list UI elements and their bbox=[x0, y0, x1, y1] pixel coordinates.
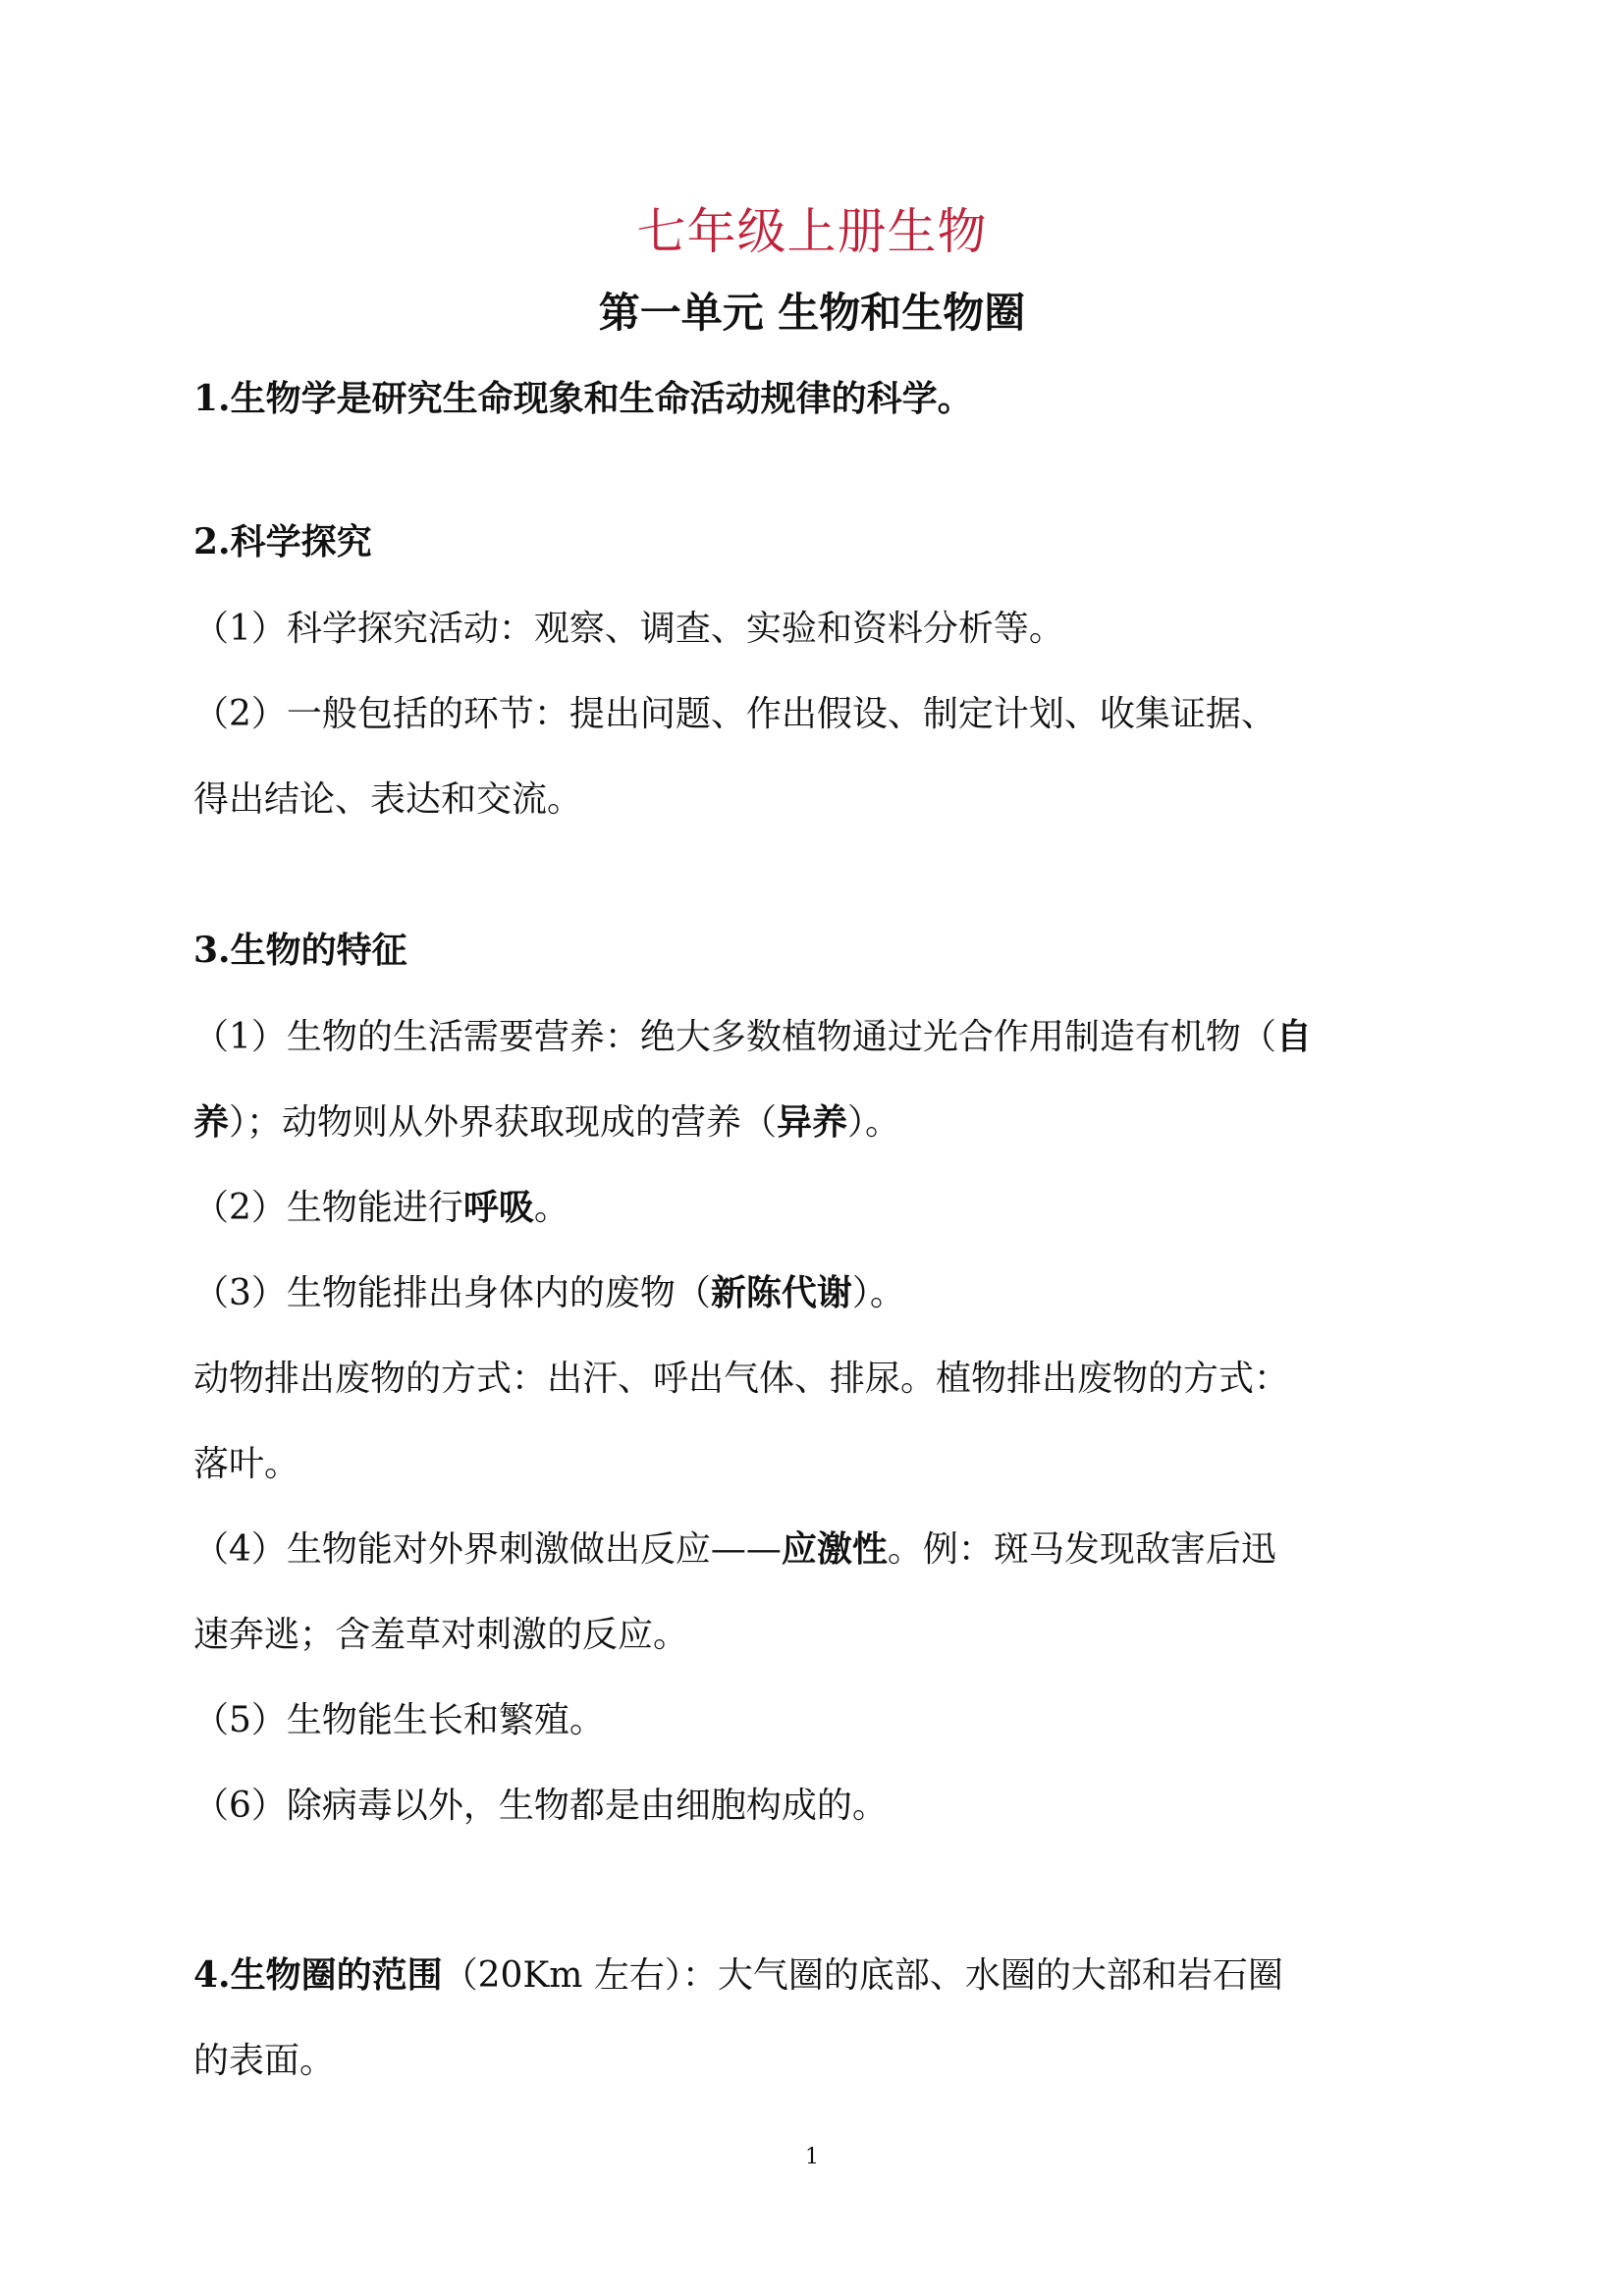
bold-term: 异养 bbox=[777, 1101, 848, 1143]
bold-term: 养 bbox=[193, 1101, 230, 1143]
section-3-item-4-cont: 速奔逃；含羞草对刺激的反应。 bbox=[193, 1615, 689, 1655]
bold-term: 应激性 bbox=[781, 1528, 888, 1570]
section-2-item-2: （2）一般包括的环节：提出问题、作出假设、制定计划、收集证据、 bbox=[193, 694, 1276, 734]
bold-term: 呼吸 bbox=[462, 1187, 534, 1228]
text: （20Km 左右）：大气圈的底部、水圈的大部和岩石圈 bbox=[442, 1955, 1283, 1996]
text: ）；动物则从外界获取现成的营养（ bbox=[229, 1102, 778, 1143]
section-2-item-1: （1）科学探究活动：观察、调查、实验和资料分析等。 bbox=[193, 609, 1064, 649]
section-3-item-2 bbox=[193, 1180, 1440, 1230]
unit-subtitle: 第一单元 生物和生物圈 bbox=[598, 289, 1026, 337]
document-title: 七年级上册生物 bbox=[636, 203, 988, 260]
section-3-item-6: （6）除病毒以外，生物都是由细胞构成的。 bbox=[193, 1786, 888, 1826]
section-4-cont: 的表面。 bbox=[193, 2041, 336, 2081]
section-3-item-4 bbox=[193, 1522, 1440, 1572]
section-3-item-1-cont bbox=[193, 1095, 1440, 1145]
text: 。例：斑马发现敌害后迅 bbox=[887, 1529, 1276, 1570]
page-number: 1 bbox=[805, 2145, 819, 2169]
text: 。 bbox=[533, 1188, 569, 1228]
section-3-item-1 bbox=[193, 1009, 1440, 1059]
text: ）。 bbox=[851, 1273, 905, 1313]
text: （1）生物的生活需要营养：绝大多数植物通过光合作用制造有机物（ bbox=[193, 1017, 1276, 1057]
bold-term: 自 bbox=[1275, 1016, 1312, 1057]
section-3-item-3-note: 动物排出废物的方式：出汗、呼出气体、排尿。植物排出废物的方式： bbox=[193, 1359, 1290, 1399]
section-2-item-2-cont: 得出结论、表达和交流。 bbox=[193, 779, 583, 820]
section-3-heading: 3.生物的特征 bbox=[193, 930, 407, 971]
section-4-heading: 4.生物圈的范围 bbox=[193, 1954, 443, 1996]
section-3-item-3-note-cont: 落叶。 bbox=[193, 1444, 300, 1484]
text: ）。 bbox=[847, 1102, 901, 1143]
text: （2）生物能进行 bbox=[193, 1188, 463, 1228]
section-3-item-5: （5）生物能生长和繁殖。 bbox=[193, 1700, 605, 1740]
text: （4）生物能对外界刺激做出反应—— bbox=[193, 1529, 782, 1570]
section-2-heading: 2.科学探究 bbox=[193, 521, 372, 562]
section-1-text: 1.生物学是研究生命现象和生命活动规律的科学。 bbox=[193, 378, 973, 419]
section-3-item-3 bbox=[193, 1265, 1440, 1315]
bold-term: 新陈代谢 bbox=[710, 1272, 852, 1313]
section-4-text bbox=[193, 1948, 1440, 1998]
text: （3）生物能排出身体内的废物（ bbox=[193, 1273, 711, 1313]
